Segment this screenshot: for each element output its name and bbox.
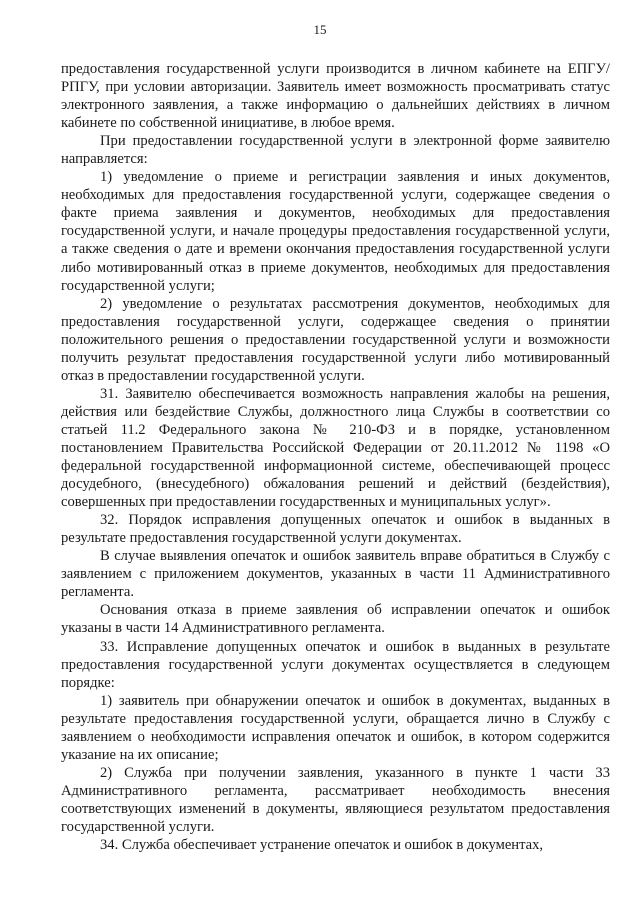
paragraph-item-33-step-1: 1) заявитель при обнаружении опечаток и ошибок в документах, выданных в результате предоставления государственной услуги, обращается лично в Службу с заявлением о необходимости исправления опечаток и ошибок, в котором содержится указание на их описание; bbox=[61, 692, 610, 763]
paragraph-continuation: предоставления государственной услуги производится в личном кабинете на ЕПГУ/РПГУ, при условии авторизации. Заявитель имеет возможность просматривать статус электронного заявления, а также информацию о дальнейших действиях в личном кабинете по собственной инициативе, в любое время. bbox=[61, 61, 610, 132]
paragraph-item-31: 31. Заявителю обеспечивается возможность направления жалобы на решения, действия или бездействие Службы, должностного лица Службы в соответствии со статьей 11.2 Федерального закона № 210-ФЗ и в порядке, установленном постановлением Правительства Российской Федерации от 20.11.2012 № 1198 «О федеральной государственной информационной системе, обеспечивающей процесс досудебного, (внесудебного) обжалования решений и действий (бездействия), совершенных при предоставлении государственных и муниципальных услуг». bbox=[61, 385, 610, 511]
document-body bbox=[61, 60, 610, 854]
paragraph-errors-appeal: В случае выявления опечаток и ошибок заявитель вправе обратиться в Службу с заявлением с приложением документов, указанных в части 11 Административного регламента. bbox=[61, 548, 610, 601]
paragraph-item-33-step-2: 2) Служба при получении заявления, указанного в пункте 1 части 33 Административного регламента, рассматривает необходимость внесения соответствующих изменений в документы, являющиеся результатом предоставления государственной услуги. bbox=[61, 764, 610, 835]
paragraph-notification-1: 1) уведомление о приеме и регистрации заявления и иных документов, необходимых для предоставления государственной услуги, содержащее сведения о факте приема заявления и документов, необходимых для предоставления государственной услуги, и начале процедуры предоставления государственной услуги, а также сведения о дате и времени окончания предоставления государственной услуги либо мотивированный отказ в приеме документов, необходимых для предоставления государственной услуги; bbox=[61, 169, 610, 294]
paragraph-item-33: 33. Исправление допущенных опечаток и ошибок в выданных в результате предоставления государственной услуги документах осуществляется в следующем порядке: bbox=[61, 638, 610, 691]
paragraph-item-32: 32. Порядок исправления допущенных опечаток и ошибок в выданных в результате предоставления государственной услуги документах. bbox=[61, 512, 610, 547]
paragraph-refusal-grounds: Основания отказа в приеме заявления об исправлении опечаток и ошибок указаны в части 14 Административного регламента. bbox=[61, 602, 610, 637]
page-number: 15 bbox=[313, 22, 327, 37]
paragraph-notifications-intro: При предоставлении государственной услуги в электронной форме заявителю направляется: bbox=[61, 133, 610, 168]
paragraph-item-34: 34. Служба обеспечивает устранение опечаток и ошибок в документах, bbox=[100, 837, 544, 854]
paragraph-notification-2: 2) уведомление о результатах рассмотрения документов, необходимых для предоставления государственной услуги, содержащее сведения о принятии положительного решения о предоставлении государственной услуги и возможности получить результат предоставления государственной услуги либо мотивированный отказ в предоставлении государственной услуги. bbox=[61, 295, 610, 384]
